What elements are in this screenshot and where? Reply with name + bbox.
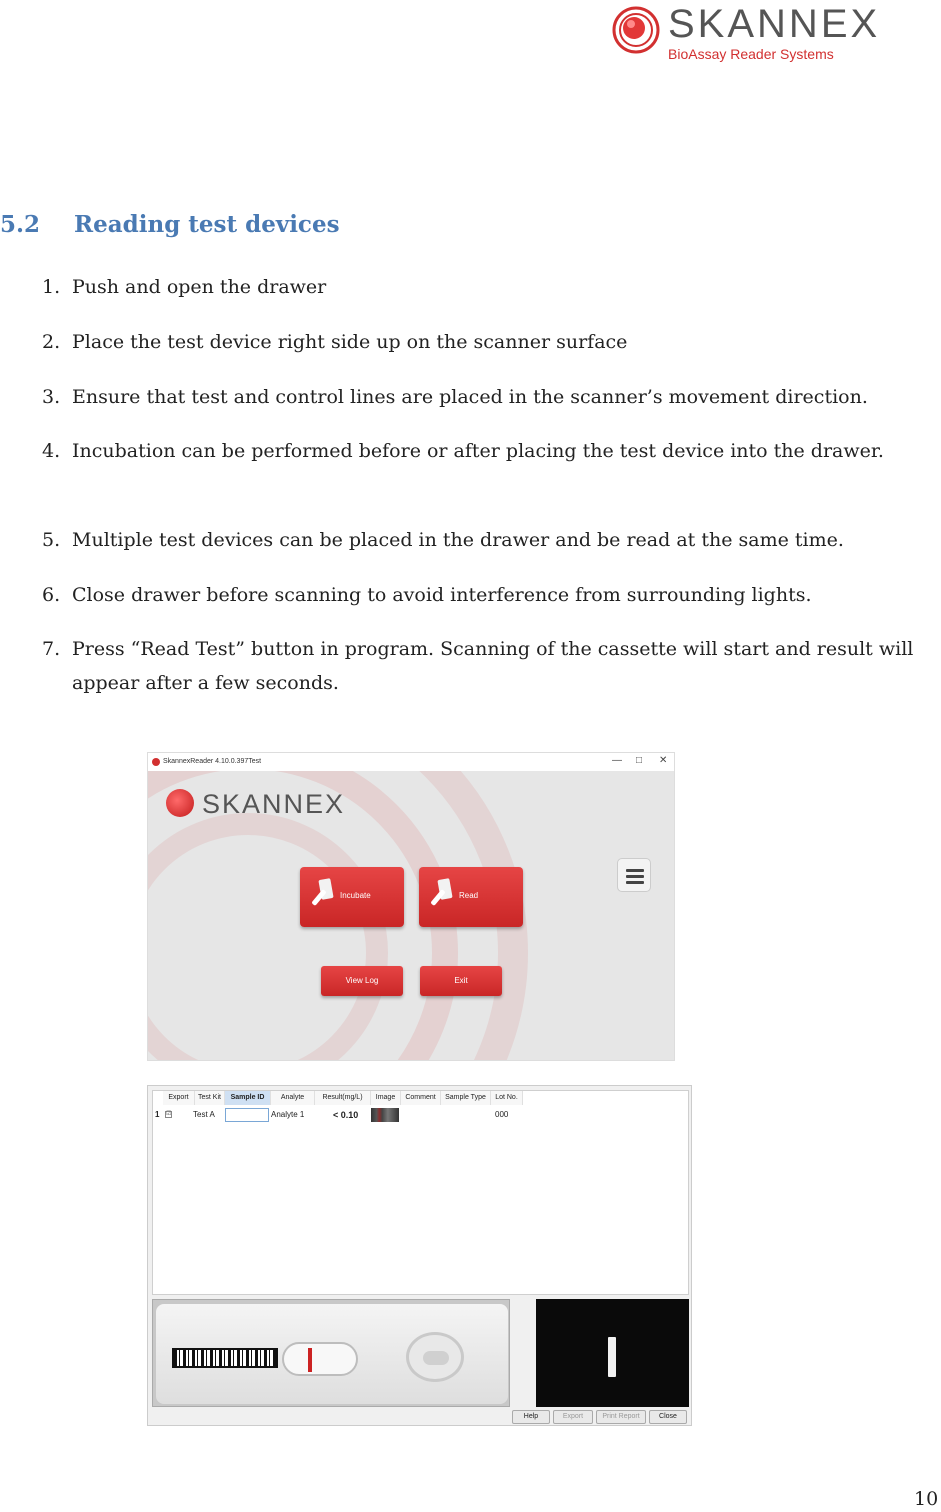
cell-lot-no: 000 [495,1110,509,1119]
step-number: 3. [42,386,61,408]
cell-result: < 0.10 [333,1110,359,1120]
row-index: 1 [155,1110,160,1119]
maximize-icon[interactable]: □ [636,755,643,766]
step-item [42,578,941,612]
brand-tagline: BioAssay Reader Systems [668,46,834,62]
section-number: 5.2 [0,211,41,238]
step-number: 1. [42,276,61,298]
sample-id-input[interactable] [225,1108,269,1122]
step-text: Incubation can be performed before or after placing the test device into the drawer. [72,440,884,462]
cassette-scan-image [152,1299,510,1407]
menu-button[interactable] [617,858,651,892]
window-title: SkannexReader 4.10.0.397Test [163,758,262,765]
cell-test-kit: Test A [193,1110,215,1119]
app-logo-text: SKANNEX [202,789,346,819]
step-number: 6. [42,584,61,606]
incubate-button[interactable] [300,867,404,927]
step-item [42,434,902,468]
column-header-comment[interactable]: Comment [401,1091,441,1105]
print-report-button[interactable]: Print Report [596,1410,646,1424]
step-number: 2. [42,331,61,353]
logo-mark-icon [612,6,660,54]
test-card-icon [310,879,338,913]
result-image-thumbnail[interactable] [371,1108,399,1122]
step-text: Push and open the drawer [72,276,327,298]
step-item [42,632,941,700]
read-button[interactable] [419,867,523,927]
results-table [152,1090,689,1295]
test-card-icon [429,879,457,913]
menu-icon-bar [626,881,644,884]
help-button[interactable]: Help [512,1410,550,1424]
close-icon[interactable]: ✕ [659,755,668,766]
read-label: Read [459,891,479,900]
results-window-screenshot [147,1085,692,1426]
step-item [42,325,941,359]
skannex-logo [612,2,941,66]
step-number: 7. [42,638,61,660]
cell-analyte: Analyte 1 [271,1110,305,1119]
result-window [282,1342,358,1376]
close-button[interactable]: Close [649,1410,687,1424]
cassette-body [156,1304,508,1404]
brand-name: SKANNEX [668,2,881,46]
sample-well [406,1332,464,1382]
test-line [308,1348,312,1372]
step-item [42,523,941,557]
step-item [42,380,941,414]
exit-button[interactable]: Exit [420,966,502,996]
section-title: Reading test devices [74,211,340,238]
step-item [42,270,941,304]
incubate-label: Incubate [340,891,371,900]
view-log-button[interactable]: View Log [321,966,403,996]
logo-mark-icon [166,789,194,817]
column-header-sample-id[interactable]: Sample ID [225,1091,271,1105]
step-number: 4. [42,440,61,462]
window-titlebar [148,753,674,771]
column-header-image[interactable]: Image [371,1091,401,1105]
column-header-sample-type[interactable]: Sample Type [441,1091,491,1105]
step-text: Place the test device right side up on the scanner surface [72,331,628,353]
menu-icon [626,869,644,872]
step-text: Multiple test devices can be placed in the drawer and be read at the same time. [72,529,844,551]
cassette-barcode [172,1348,278,1368]
app-icon [152,758,160,766]
column-header-analyte[interactable]: Analyte [271,1091,315,1105]
export-checkbox[interactable]: ☑ [166,1111,172,1117]
minimize-icon[interactable]: — [612,755,622,766]
column-header-test-kit[interactable]: Test Kit [195,1091,225,1105]
page-number: 10 [914,1488,939,1510]
menu-icon-bar [626,875,644,878]
app-window-screenshot [147,752,675,1061]
column-header-export[interactable]: Export [163,1091,195,1105]
step-number: 5. [42,529,61,551]
step-text: Press “Read Test” button in program. Scanning of the cassette will start and result will appear after a few seconds. [72,638,914,694]
export-button[interactable]: Export [553,1410,593,1424]
cassette-preview [608,1337,616,1377]
column-header-result[interactable]: Result(mg/L) [315,1091,371,1105]
step-text: Close drawer before scanning to avoid interference from surrounding lights. [72,584,812,606]
column-header-lot-no[interactable]: Lot No. [491,1091,523,1105]
step-text: Ensure that test and control lines are placed in the scanner’s movement direction. [72,386,868,408]
scanner-preview-image [536,1299,689,1407]
